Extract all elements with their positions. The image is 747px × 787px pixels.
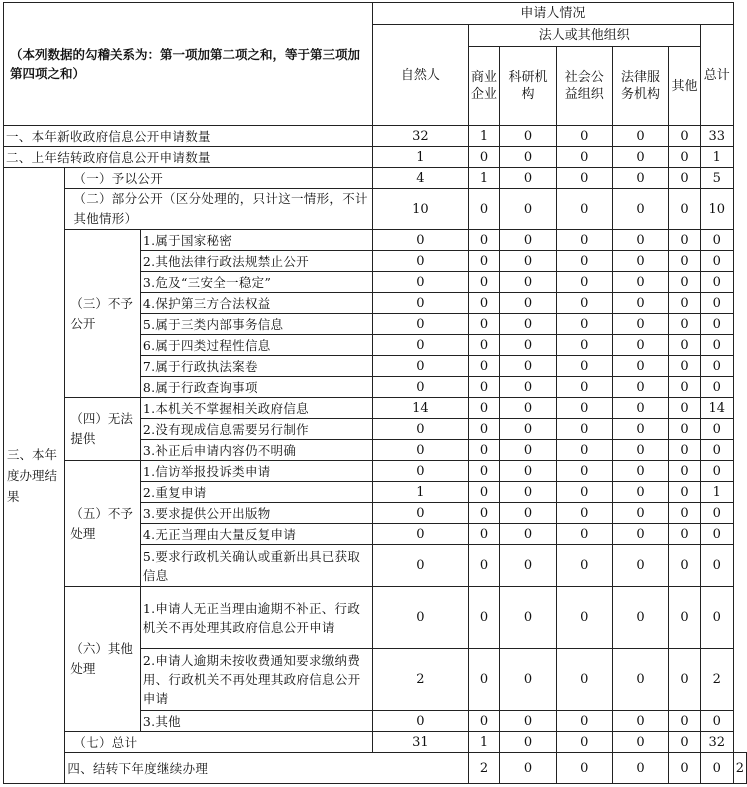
value-cell: 0 <box>612 711 668 732</box>
item-label: 2.没有现成信息需要另行制作 <box>140 419 372 440</box>
value-cell: 0 <box>669 732 701 753</box>
value-cell: 0 <box>500 711 556 732</box>
value-cell: 0 <box>468 377 500 398</box>
value-cell: 0 <box>700 503 733 524</box>
value-cell: 0 <box>700 419 733 440</box>
table-note: （本列数据的勾稽关系为：第一项加第二项之和，等于第三项加第四项之和） <box>4 3 373 126</box>
value-cell: 0 <box>468 545 500 587</box>
row-partially-disclosed <box>4 189 747 230</box>
value-cell: 0 <box>700 461 733 482</box>
value-cell: 0 <box>373 419 469 440</box>
value-cell: 0 <box>556 711 612 732</box>
value-cell: 0 <box>700 711 733 732</box>
value-cell: 0 <box>500 440 556 461</box>
value-cell: 33 <box>700 126 733 147</box>
item-label: 2.其他法律行政法规禁止公开 <box>140 251 372 272</box>
value-cell: 0 <box>556 251 612 272</box>
row-disclosed <box>4 168 747 189</box>
value-cell: 0 <box>669 503 701 524</box>
value-cell: 0 <box>669 545 701 587</box>
value-cell: 0 <box>612 440 668 461</box>
value-cell: 0 <box>700 335 733 356</box>
value-cell: 0 <box>700 356 733 377</box>
value-cell: 0 <box>556 545 612 587</box>
value-cell: 0 <box>500 587 556 649</box>
value-cell: 0 <box>468 398 500 419</box>
value-cell: 0 <box>612 168 668 189</box>
value-cell: 0 <box>669 147 701 168</box>
item-label: 5.要求行政机关确认或重新出具已获取信息 <box>140 545 372 587</box>
item-label: 3.补正后申请内容仍不明确 <box>140 440 372 461</box>
item-label: 4.保护第三方合法权益 <box>140 293 372 314</box>
value-cell: 0 <box>612 545 668 587</box>
value-cell: 0 <box>669 293 701 314</box>
value-cell: 1 <box>468 168 500 189</box>
value-cell: 0 <box>612 587 668 649</box>
col-research: 科研机构 <box>500 47 556 126</box>
value-cell: 2 <box>468 753 500 784</box>
value-cell: 1 <box>700 482 733 503</box>
col-natural-person: 自然人 <box>373 25 469 126</box>
item-label: 6.属于四类过程性信息 <box>140 335 372 356</box>
value-cell: 0 <box>373 230 469 251</box>
value-cell: 0 <box>669 461 701 482</box>
value-cell: 0 <box>468 356 500 377</box>
item-label: 7.属于行政执法案卷 <box>140 356 372 377</box>
legal-group-header: 法人或其他组织 <box>468 25 700 47</box>
value-cell: 10 <box>700 189 733 230</box>
value-cell: 0 <box>669 126 701 147</box>
value-cell: 0 <box>612 649 668 711</box>
item-label: 3.危及“三安全一稳定” <box>140 272 372 293</box>
value-cell: 0 <box>700 293 733 314</box>
item-label: 8.属于行政查询事项 <box>140 377 372 398</box>
value-cell: 0 <box>556 753 612 784</box>
value-cell: 0 <box>612 189 668 230</box>
value-cell: 0 <box>468 440 500 461</box>
value-cell: 0 <box>669 440 701 461</box>
item-label: 3.其他 <box>140 711 372 732</box>
value-cell: 0 <box>556 732 612 753</box>
applicant-header: 申请人情况 <box>373 3 734 25</box>
value-cell: 0 <box>500 503 556 524</box>
value-cell: 0 <box>556 147 612 168</box>
row-label: 一、本年新收政府信息公开申请数量 <box>4 126 373 147</box>
g4-item-row <box>4 398 747 419</box>
value-cell: 0 <box>669 524 701 545</box>
value-cell: 0 <box>468 335 500 356</box>
value-cell: 0 <box>556 398 612 419</box>
row-label: （一）予以公开 <box>65 168 373 189</box>
value-cell: 14 <box>700 398 733 419</box>
value-cell: 0 <box>669 335 701 356</box>
value-cell: 0 <box>556 482 612 503</box>
value-cell: 0 <box>500 168 556 189</box>
g4-group-label: （四）无法提供 <box>65 398 140 461</box>
value-cell: 0 <box>373 314 469 335</box>
value-cell: 0 <box>556 419 612 440</box>
value-cell: 0 <box>500 230 556 251</box>
item-label: 1.申请人无正当理由逾期不补正、行政机关不再处理其政府信息公开申请 <box>140 587 372 649</box>
value-cell: 0 <box>700 314 733 335</box>
value-cell: 0 <box>500 272 556 293</box>
col-total: 总计 <box>700 25 733 126</box>
value-cell: 0 <box>612 753 668 784</box>
g6-group-label: （六）其他处理 <box>65 587 140 732</box>
value-cell: 0 <box>700 272 733 293</box>
value-cell: 0 <box>669 377 701 398</box>
g3-group-label: （三）不予公开 <box>65 230 140 398</box>
value-cell: 0 <box>468 587 500 649</box>
value-cell: 31 <box>373 732 469 753</box>
value-cell: 0 <box>556 377 612 398</box>
value-cell: 0 <box>556 230 612 251</box>
value-cell: 0 <box>612 251 668 272</box>
value-cell: 0 <box>373 461 469 482</box>
value-cell: 0 <box>669 251 701 272</box>
row-label: 二、上年结转政府信息公开申请数量 <box>4 147 373 168</box>
value-cell: 0 <box>500 126 556 147</box>
value-cell: 0 <box>669 272 701 293</box>
value-cell: 0 <box>612 147 668 168</box>
value-cell: 0 <box>556 126 612 147</box>
value-cell: 0 <box>700 440 733 461</box>
g5-group-label: （五）不予处理 <box>65 461 140 587</box>
value-cell: 0 <box>500 189 556 230</box>
value-cell: 0 <box>556 524 612 545</box>
value-cell: 0 <box>500 649 556 711</box>
value-cell: 0 <box>500 377 556 398</box>
value-cell: 10 <box>373 189 469 230</box>
value-cell: 0 <box>700 753 733 784</box>
value-cell: 32 <box>700 732 733 753</box>
value-cell: 0 <box>500 293 556 314</box>
value-cell: 2 <box>733 753 746 784</box>
value-cell: 0 <box>500 251 556 272</box>
header-row-1 <box>4 3 747 25</box>
value-cell: 0 <box>373 335 469 356</box>
value-cell: 0 <box>612 419 668 440</box>
value-cell: 0 <box>669 482 701 503</box>
value-cell: 0 <box>612 356 668 377</box>
item-label: 2.申请人逾期未按收费通知要求缴纳费用、行政机关不再处理其政府信息公开申请 <box>140 649 372 711</box>
value-cell: 0 <box>500 356 556 377</box>
value-cell: 0 <box>612 482 668 503</box>
row-label: （二）部分公开（区分处理的，只计这一情形，不计其他情形） <box>65 189 373 230</box>
value-cell: 0 <box>612 461 668 482</box>
value-cell: 0 <box>556 503 612 524</box>
value-cell: 0 <box>468 314 500 335</box>
item-label: 1.属于国家秘密 <box>140 230 372 251</box>
value-cell: 1 <box>373 147 469 168</box>
value-cell: 1 <box>468 732 500 753</box>
value-cell: 0 <box>373 251 469 272</box>
value-cell: 0 <box>612 524 668 545</box>
value-cell: 0 <box>556 440 612 461</box>
value-cell: 0 <box>373 711 469 732</box>
value-cell: 0 <box>468 189 500 230</box>
value-cell: 0 <box>500 732 556 753</box>
value-cell: 0 <box>468 482 500 503</box>
section-3-label: 三、本年度办理结果 <box>4 168 65 784</box>
value-cell: 0 <box>612 230 668 251</box>
row-new-requests <box>4 126 747 147</box>
value-cell: 0 <box>500 545 556 587</box>
value-cell: 0 <box>669 230 701 251</box>
value-cell: 0 <box>556 587 612 649</box>
value-cell: 0 <box>612 335 668 356</box>
value-cell: 0 <box>669 587 701 649</box>
value-cell: 0 <box>500 419 556 440</box>
value-cell: 0 <box>669 711 701 732</box>
value-cell: 0 <box>373 545 469 587</box>
g3-item-row <box>4 230 747 251</box>
value-cell: 0 <box>556 293 612 314</box>
col-business: 商业企业 <box>468 47 500 126</box>
value-cell: 0 <box>556 649 612 711</box>
value-cell: 0 <box>700 545 733 587</box>
value-cell: 0 <box>500 398 556 419</box>
value-cell: 0 <box>373 587 469 649</box>
item-label: 2.重复申请 <box>140 482 372 503</box>
value-cell: 0 <box>669 168 701 189</box>
value-cell: 0 <box>468 649 500 711</box>
value-cell: 0 <box>468 251 500 272</box>
value-cell: 0 <box>500 314 556 335</box>
value-cell: 0 <box>556 314 612 335</box>
value-cell: 4 <box>373 168 469 189</box>
g6-item-row <box>4 587 747 649</box>
value-cell: 0 <box>669 356 701 377</box>
value-cell: 0 <box>669 753 701 784</box>
value-cell: 0 <box>669 314 701 335</box>
value-cell: 0 <box>669 189 701 230</box>
value-cell: 0 <box>612 293 668 314</box>
value-cell: 0 <box>373 272 469 293</box>
value-cell: 0 <box>700 230 733 251</box>
value-cell: 0 <box>373 356 469 377</box>
value-cell: 1 <box>373 482 469 503</box>
value-cell: 0 <box>468 147 500 168</box>
item-label: 5.属于三类内部事务信息 <box>140 314 372 335</box>
row-label: （七）总计 <box>65 732 373 753</box>
value-cell: 0 <box>700 524 733 545</box>
value-cell: 0 <box>556 335 612 356</box>
value-cell: 0 <box>500 461 556 482</box>
value-cell: 0 <box>373 503 469 524</box>
value-cell: 0 <box>612 377 668 398</box>
item-label: 1.信访举报投诉类申请 <box>140 461 372 482</box>
value-cell: 0 <box>669 419 701 440</box>
item-label: 1.本机关不掌握相关政府信息 <box>140 398 372 419</box>
value-cell: 0 <box>373 293 469 314</box>
value-cell: 0 <box>612 503 668 524</box>
value-cell: 0 <box>612 732 668 753</box>
value-cell: 0 <box>500 335 556 356</box>
value-cell: 2 <box>700 649 733 711</box>
col-legal-service: 法律服务机构 <box>612 47 668 126</box>
value-cell: 0 <box>373 377 469 398</box>
value-cell: 1 <box>700 147 733 168</box>
value-cell: 0 <box>468 272 500 293</box>
value-cell: 0 <box>700 587 733 649</box>
value-cell: 0 <box>556 272 612 293</box>
row-carry-forward <box>4 753 747 784</box>
value-cell: 0 <box>612 272 668 293</box>
row-section-total <box>4 732 747 753</box>
value-cell: 0 <box>468 524 500 545</box>
value-cell: 0 <box>500 482 556 503</box>
value-cell: 5 <box>700 168 733 189</box>
value-cell: 0 <box>612 126 668 147</box>
value-cell: 0 <box>500 524 556 545</box>
value-cell: 0 <box>612 398 668 419</box>
value-cell: 0 <box>468 711 500 732</box>
value-cell: 0 <box>669 649 701 711</box>
value-cell: 32 <box>373 126 469 147</box>
col-other: 其他 <box>669 47 701 126</box>
value-cell: 0 <box>612 314 668 335</box>
value-cell: 0 <box>669 398 701 419</box>
row-label: 四、结转下年度继续办理 <box>65 753 468 784</box>
row-carried-over <box>4 147 747 168</box>
value-cell: 0 <box>468 503 500 524</box>
value-cell: 0 <box>556 189 612 230</box>
value-cell: 0 <box>468 293 500 314</box>
value-cell: 0 <box>556 461 612 482</box>
item-label: 3.要求提供公开出版物 <box>140 503 372 524</box>
value-cell: 0 <box>556 356 612 377</box>
disclosure-statistics-table <box>3 2 747 784</box>
value-cell: 2 <box>373 649 469 711</box>
value-cell: 0 <box>556 168 612 189</box>
item-label: 4.无正当理由大量反复申请 <box>140 524 372 545</box>
value-cell: 0 <box>373 440 469 461</box>
value-cell: 0 <box>500 753 556 784</box>
value-cell: 0 <box>700 251 733 272</box>
value-cell: 0 <box>468 461 500 482</box>
value-cell: 0 <box>500 147 556 168</box>
value-cell: 0 <box>373 524 469 545</box>
value-cell: 0 <box>700 377 733 398</box>
value-cell: 14 <box>373 398 469 419</box>
value-cell: 1 <box>468 126 500 147</box>
value-cell: 0 <box>468 419 500 440</box>
value-cell: 0 <box>468 230 500 251</box>
g5-item-row <box>4 461 747 482</box>
col-public-welfare: 社会公益组织 <box>556 47 612 126</box>
